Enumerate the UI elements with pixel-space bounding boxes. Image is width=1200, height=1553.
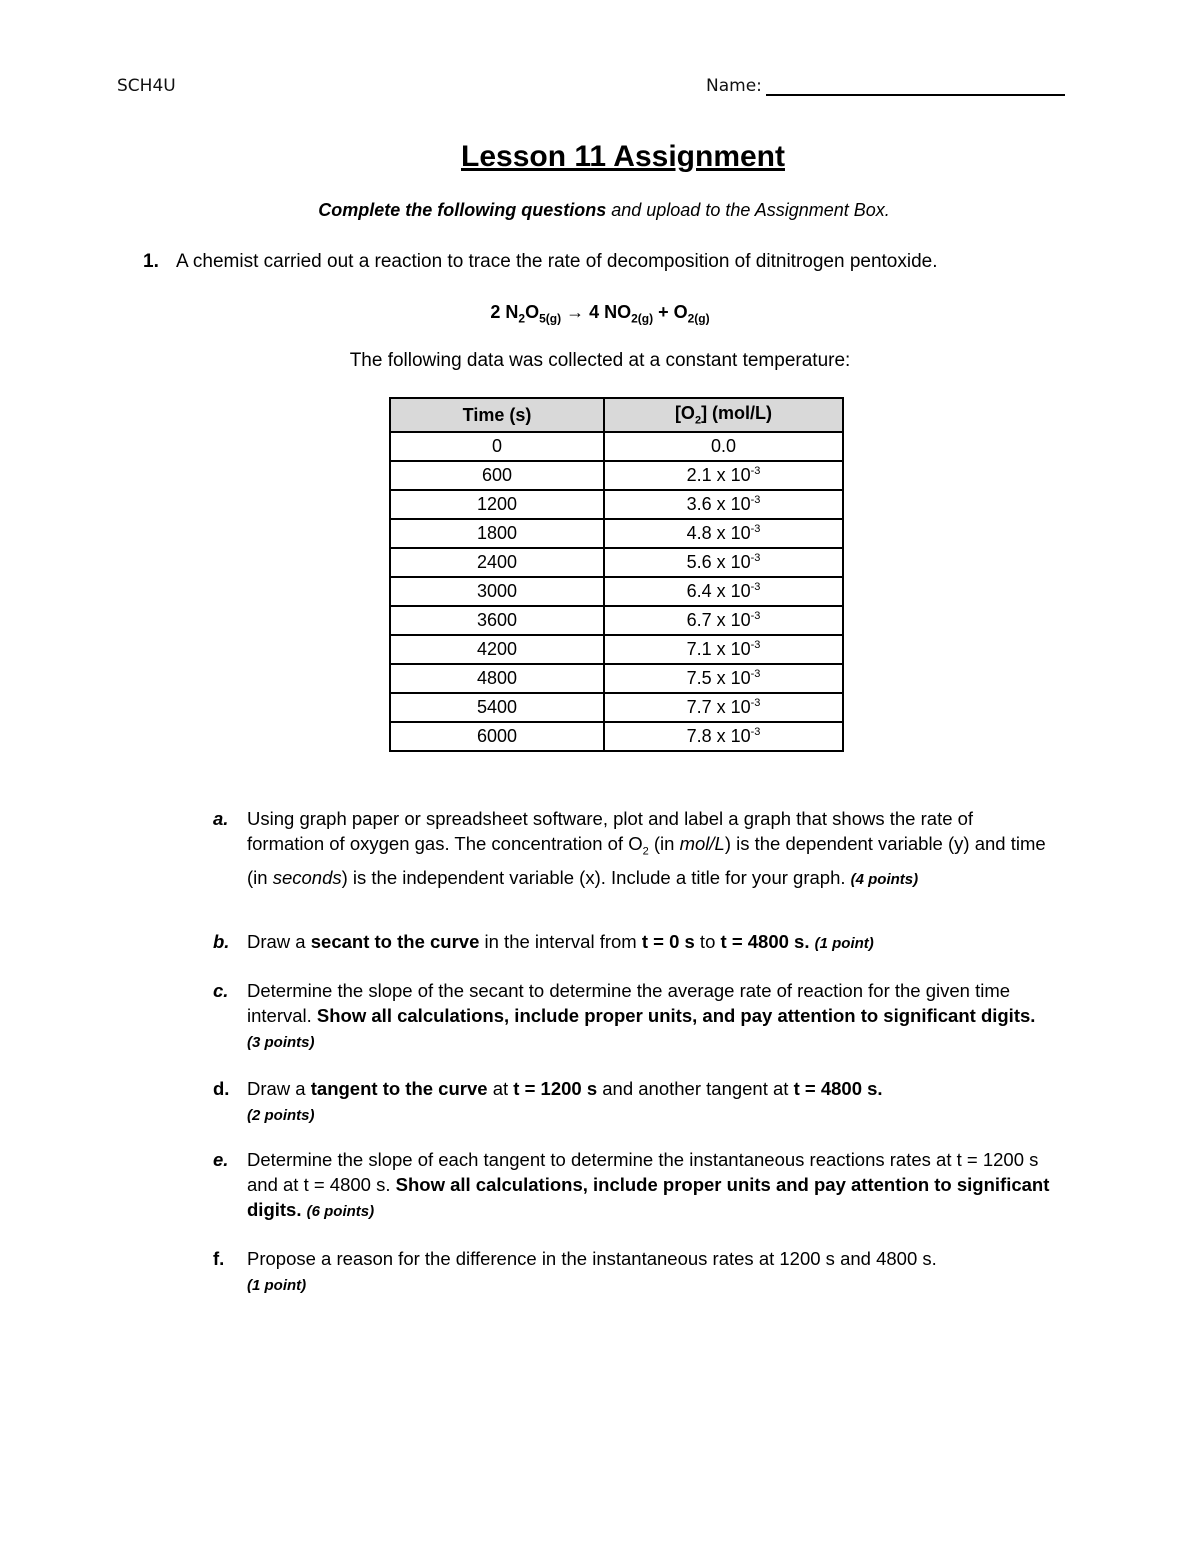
question-text: A chemist carried out a reaction to trace the rate of decomposition of ditnitrogen pentoxide.: [176, 251, 938, 272]
points-label: (1 point): [814, 935, 874, 952]
concentration-value: 7.1 x 10: [686, 639, 751, 659]
table-row: [390, 693, 843, 722]
question-letter: c.: [213, 980, 229, 1001]
concentration-cell: [604, 548, 843, 577]
equation-part: 2(g): [687, 311, 710, 326]
exponent: -3: [750, 581, 761, 593]
equation-part: 2(g): [631, 311, 654, 326]
concentration-cell: [604, 461, 843, 490]
question-text: Propose a reason for the difference in the instantaneous rates at 1200 s and 4800 s.: [247, 1248, 937, 1269]
question-body: [247, 1076, 1053, 1128]
question-body: [247, 806, 1053, 892]
question-text: in the interval from: [479, 931, 642, 952]
question-body: [247, 1246, 1053, 1298]
question-text: mol/L: [679, 833, 725, 854]
time-cell: 1800: [390, 519, 604, 548]
sub-question: [213, 978, 1053, 1055]
table-row: [390, 722, 843, 751]
exponent: -3: [750, 523, 761, 535]
points-label: (3 points): [247, 1034, 315, 1051]
points-label: (1 point): [247, 1277, 307, 1294]
concentration-value: 6.7 x 10: [686, 610, 751, 630]
equation-part: 5(g): [539, 311, 562, 326]
table-row: [390, 664, 843, 693]
concentration-value: 5.6 x 10: [686, 552, 751, 572]
page-title: Lesson 11 Assignment: [461, 140, 785, 173]
question-letter: f.: [213, 1248, 225, 1269]
question-text: t = 4800 s.: [720, 931, 810, 952]
name-label: Name:: [706, 76, 762, 96]
concentration-cell: [604, 577, 843, 606]
concentration-cell: [604, 519, 843, 548]
table-row: [390, 432, 843, 461]
question-text: at: [487, 1078, 514, 1099]
question-text: t = 0 s: [641, 931, 695, 952]
points-label: (4 points): [850, 870, 919, 888]
time-cell: 0: [390, 432, 604, 461]
question-text: Draw a: [247, 1078, 311, 1099]
question-text: (in: [648, 833, 680, 854]
question-text: t = 4800 s.: [793, 1078, 883, 1099]
concentration-value: 7.8 x 10: [686, 726, 751, 746]
concentration-cell: [604, 693, 843, 722]
equation-part: O: [525, 302, 540, 322]
exponent: -3: [750, 610, 761, 622]
instructions-bold: Complete the following questions: [318, 200, 607, 220]
question-text: ) is the dependent variable (y) and time (in: [247, 833, 1046, 888]
points-label: (2 points): [247, 1107, 315, 1124]
time-cell: 4800: [390, 664, 604, 693]
concentration-cell: [604, 664, 843, 693]
exponent: -3: [750, 726, 761, 738]
question-text: Determine the slope of the secant to determine the average rate of reaction for the given time interval.: [247, 980, 1011, 1026]
equation-part: 2: [518, 311, 526, 326]
question-body: [247, 1147, 1053, 1224]
exponent: -3: [750, 697, 761, 709]
table-intro: The following data was collected at a constant temperature:: [349, 350, 851, 371]
time-cell: 4200: [390, 635, 604, 664]
points-label: (6 points): [306, 1203, 375, 1220]
table-row: [390, 606, 843, 635]
concentration-value: 7.7 x 10: [686, 697, 751, 717]
course-code: SCH4U: [117, 76, 176, 96]
concentration-cell: [604, 432, 843, 461]
question-text: to: [694, 931, 721, 952]
question-body: [247, 978, 1053, 1055]
question-text: Determine the slope of each tangent to determine the instantaneous reactions rates at t = 1200 s and at t = 4800 s.: [247, 1149, 1039, 1195]
header-text: [O: [674, 403, 695, 424]
concentration-cell: [604, 490, 843, 519]
time-cell: 600: [390, 461, 604, 490]
sub-question: [213, 806, 1053, 892]
question-letter: d.: [213, 1078, 230, 1099]
concentration-cell: [604, 722, 843, 751]
header-text: ] (mol/L): [701, 403, 773, 424]
concentration-value: 0.0: [710, 436, 737, 456]
question-text: and another tangent at: [597, 1078, 794, 1099]
question-text: seconds: [272, 866, 342, 888]
chemical-equation: [0, 302, 1200, 326]
sub-question: [213, 1246, 1053, 1298]
concentration-value: 4.8 x 10: [686, 523, 751, 543]
instructions: [0, 200, 1200, 221]
time-cell: 3000: [390, 577, 604, 606]
equation-part: 2 N: [490, 302, 519, 322]
instructions-rest: and upload to the Assignment Box.: [606, 200, 890, 220]
exponent: -3: [750, 639, 761, 651]
concentration-value: 6.4 x 10: [686, 581, 751, 601]
header-sub: 2: [694, 414, 702, 427]
exponent: -3: [750, 552, 761, 564]
question-text: 2: [642, 845, 649, 858]
question-letter: b.: [213, 931, 230, 952]
question-body: [247, 929, 1053, 956]
concentration-value: 3.6 x 10: [686, 494, 751, 514]
table-row: [390, 519, 843, 548]
equation-part: → 4 NO: [561, 302, 632, 322]
table-row: [390, 548, 843, 577]
exponent: -3: [750, 465, 761, 477]
time-cell: 6000: [390, 722, 604, 751]
question-letter: e.: [213, 1149, 229, 1170]
concentration-value: 7.5 x 10: [686, 668, 751, 688]
name-blank-line[interactable]: [766, 94, 1065, 96]
table-row: [390, 490, 843, 519]
equation-part: + O: [653, 302, 688, 322]
table-row: [390, 461, 843, 490]
question-text: t = 1200 s: [513, 1078, 598, 1099]
sub-question: [213, 1076, 1053, 1128]
question-text: Show all calculations, include proper units, and pay attention to significant digits.: [316, 1005, 1036, 1026]
sub-question: [213, 1147, 1053, 1224]
exponent: -3: [750, 668, 761, 680]
time-cell: 5400: [390, 693, 604, 722]
question-text: ) is the independent variable (x). Include a title for your graph.: [341, 866, 851, 888]
question-text: Show all calculations, include proper units and pay attention to significant digits.: [247, 1174, 1050, 1220]
question-text: Draw a: [247, 931, 311, 952]
concentration-cell: [604, 635, 843, 664]
header-time: Time (s): [390, 398, 604, 432]
time-cell: 3600: [390, 606, 604, 635]
question-text: tangent to the curve: [310, 1078, 488, 1099]
table-header-row: [390, 398, 843, 432]
table-row: [390, 635, 843, 664]
header-concentration: [604, 398, 843, 432]
sub-question: [213, 929, 1053, 956]
data-table: [389, 397, 844, 752]
question-number: 1.: [143, 251, 159, 272]
question-text: Using graph paper or spreadsheet software, plot and label a graph that shows the rate of formation of oxygen gas. The concentration of O: [247, 808, 974, 854]
concentration-cell: [604, 606, 843, 635]
question-letter: a.: [213, 808, 229, 829]
exponent: -3: [750, 494, 761, 506]
time-cell: 1200: [390, 490, 604, 519]
concentration-value: 2.1 x 10: [686, 465, 751, 485]
time-cell: 2400: [390, 548, 604, 577]
question-text: secant to the curve: [310, 931, 480, 952]
table-row: [390, 577, 843, 606]
